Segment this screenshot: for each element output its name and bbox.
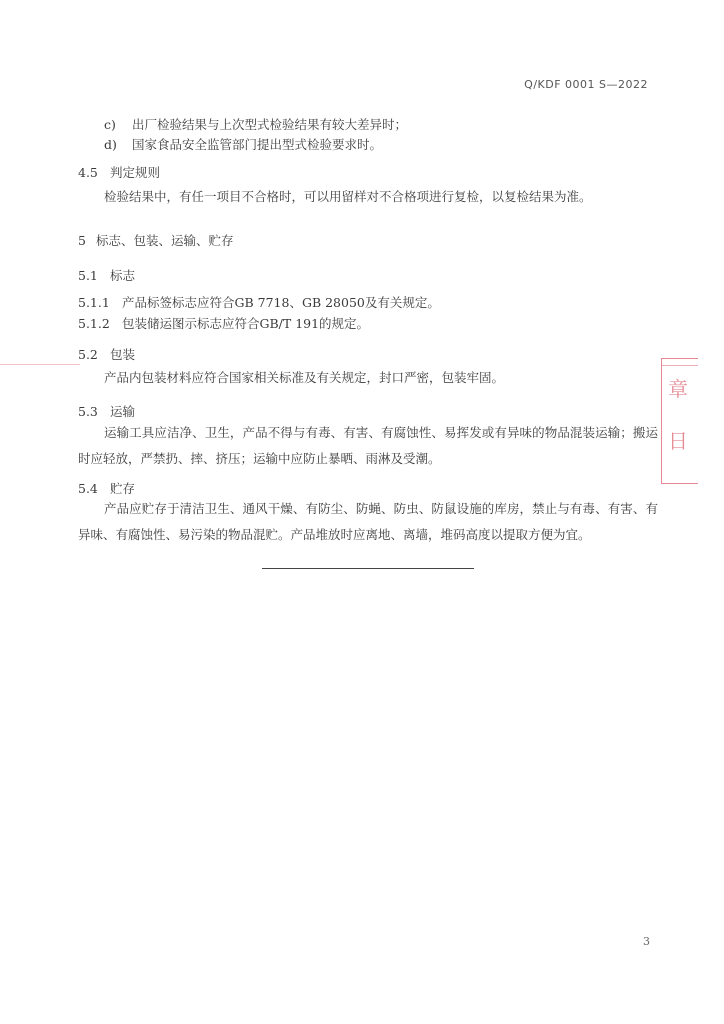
document-code-header: Q/KDF 0001 S—2022 xyxy=(524,78,648,91)
end-of-text-rule xyxy=(262,568,474,569)
list-item-label: d) xyxy=(104,137,117,152)
section-body: 产品内包装材料应符合国家相关标准及有关规定，封口严密，包装牢固。 xyxy=(104,370,505,385)
section-number: 5 xyxy=(78,233,86,248)
clause-number: 5.1.2 xyxy=(78,316,110,331)
section-heading: 标志、包装、运输、贮存 xyxy=(96,233,234,248)
section-number: 4.5 xyxy=(78,165,98,180)
section-number: 5.3 xyxy=(78,404,98,419)
stamp-border-line xyxy=(662,365,698,366)
list-item-text: 出厂检验结果与上次型式检验结果有较大差异时； xyxy=(132,117,408,132)
section-body: 运输工具应洁净、卫生，产品不得与有毒、有害、有腐蚀性、易挥发或有异味的物品混装运输；搬运时应轻放，严禁扔、摔、挤压；运输中应防止暴晒、雨淋及受潮。 xyxy=(78,425,658,466)
section-heading: 判定规则 xyxy=(110,165,161,180)
section-number: 5.1 xyxy=(78,268,98,283)
section-body: 产品应贮存于清洁卫生、通风干燥、有防尘、防蝇、防虫、防鼠设施的库房，禁止与有毒、有害、有异味、有腐蚀性、易污染的物品混贮。产品堆放时应离地、离墙，堆码高度以提取方便为宜。 xyxy=(78,501,658,542)
section-number: 5.2 xyxy=(78,347,98,362)
stamp-char: 章 xyxy=(668,377,688,401)
page-number: 3 xyxy=(643,935,650,948)
section-body: 检验结果中，有任一项目不合格时，可以用留样对不合格项进行复检，以复检结果为准。 xyxy=(104,189,592,204)
clause-text: 包装储运图示标志应符合GB/T 191的规定。 xyxy=(122,316,370,331)
list-item-label: c) xyxy=(104,117,116,132)
seal-stamp xyxy=(661,358,698,484)
margin-mark xyxy=(0,364,80,365)
clause-text: 产品标签标志应符合GB 7718、GB 28050及有关规定。 xyxy=(122,295,440,310)
section-heading: 贮存 xyxy=(110,481,136,496)
section-heading: 运输 xyxy=(110,404,136,419)
section-heading: 标志 xyxy=(110,268,136,283)
list-item-text: 国家食品安全监管部门提出型式检验要求时。 xyxy=(132,137,383,152)
clause-number: 5.1.1 xyxy=(78,295,110,310)
section-number: 5.4 xyxy=(78,481,98,496)
stamp-char: 日 xyxy=(668,429,688,453)
section-heading: 包装 xyxy=(110,347,136,362)
